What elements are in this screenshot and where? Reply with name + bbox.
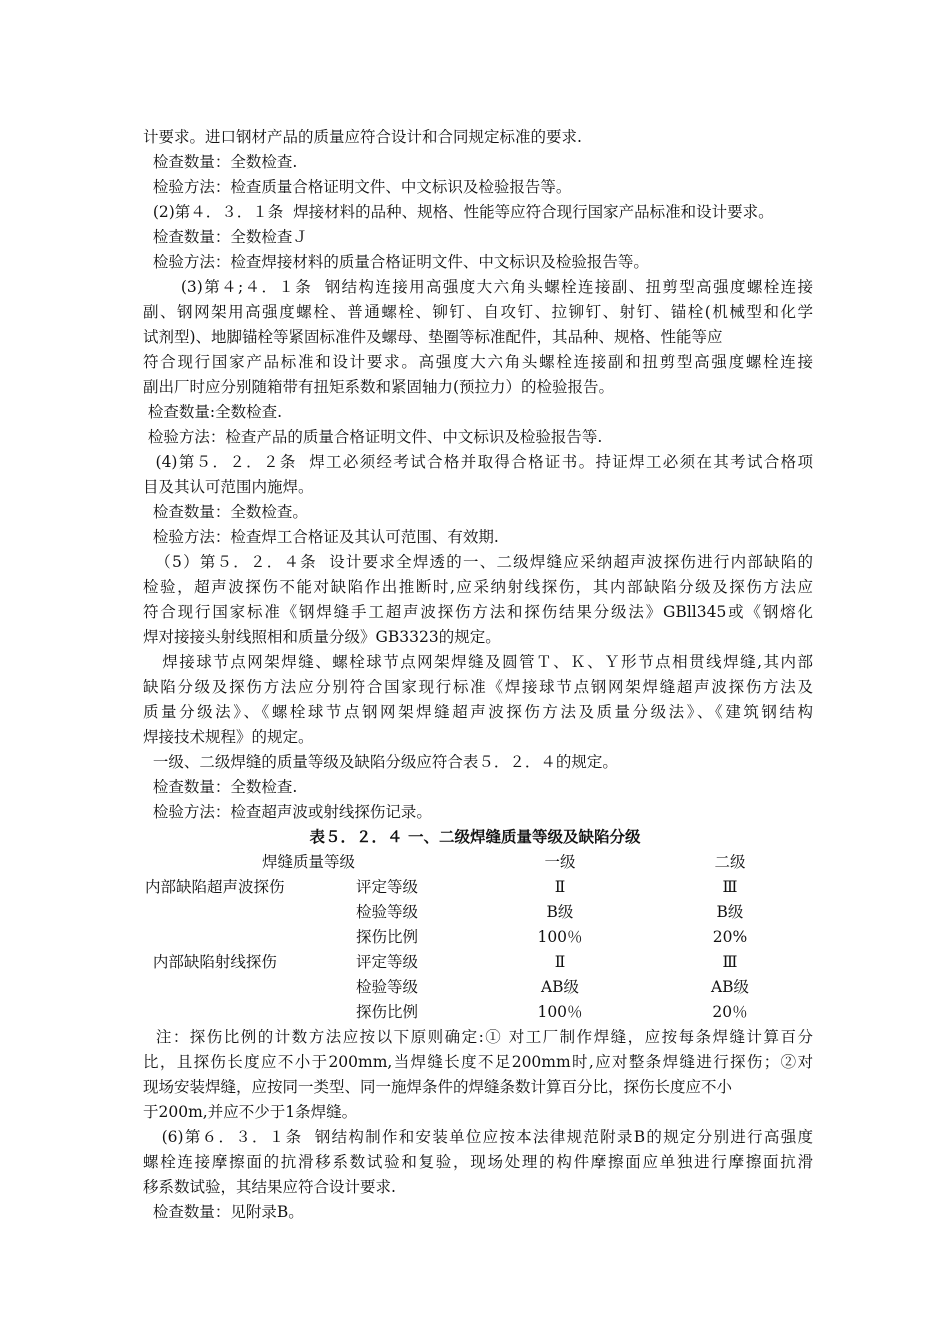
text-line: (3)第４;４．１条 钢结构连接用高强度大六角头螺栓连接副、扭剪型高强度螺栓连接 [143, 278, 813, 296]
table-row-sublabel: 探伤比例 [356, 1003, 419, 1021]
text-line: 缺陷分级及探伤方法应分别符合国家现行标准《焊接球节点钢网架焊缝超声波探伤方法及 [143, 678, 813, 696]
text-line: 副出厂时应分别随箱带有扭矩系数和紧固轴力(预拉力）的检验报告。 [143, 378, 615, 396]
text-line: 螺栓连接摩擦面的抗滑移系数试验和复验，现场处理的构件摩擦面应单独进行摩擦面抗滑 [143, 1153, 813, 1171]
text-line: 试剂型)、地脚锚栓等紧固标准件及螺母、垫圈等标准配件，其品种、规格、性能等应 [143, 328, 723, 346]
text-line: 检查数量：见附录B。 [143, 1203, 304, 1221]
table-cell: AB级 [710, 978, 750, 996]
text-line: 检验方法：检查超声波或射线探伤记录。 [143, 803, 432, 821]
text-line: (6)第６．３．１条 钢结构制作和安装单位应按本法律规范附录B的规定分别进行高强度 [143, 1128, 813, 1146]
table-cell: Ⅱ [554, 953, 566, 971]
table-header-level1: 一级 [544, 853, 576, 871]
text-line: 检查数量：全数检查. [143, 778, 298, 796]
table-cell: 100％ [537, 928, 583, 946]
text-line: 符合现行国家标准《钢焊缝手工超声波探伤方法和探伤结果分级法》GBll345或《钢熔化 [143, 603, 813, 621]
table-row-sublabel: 探伤比例 [356, 928, 419, 946]
table-row-sublabel: 检验等级 [356, 978, 419, 996]
text-line: 目及其认可范围内施焊。 [143, 478, 314, 496]
table-header-level2: 二级 [714, 853, 746, 871]
table-cell: 20％ [712, 1003, 748, 1021]
text-line: 符合现行国家产品标准和设计要求。高强度大六角头螺栓连接副和扭剪型高强度螺栓连接 [143, 353, 813, 371]
text-line: 计要求。进口钢材产品的质量应符合设计和合同规定标准的要求. [143, 128, 582, 146]
text-line: 焊对接接头射线照相和质量分级》GB3323的规定。 [143, 628, 501, 646]
note-line: 于200m,并应不少于1条焊缝。 [143, 1103, 358, 1121]
table-header-grade: 焊缝质量等级 [262, 853, 356, 871]
text-line: 检查数量：全数检查Ｊ [143, 228, 308, 246]
table-title: 表５．２．４ 一、二级焊缝质量等级及缺陷分级 [309, 827, 641, 846]
table-row-sublabel: 检验等级 [356, 903, 419, 921]
text-line: 移系数试验，其结果应符合设计要求. [143, 1178, 396, 1196]
text-line: 检验，超声波探伤不能对缺陷作出推断时,应采纳射线探伤，其内部缺陷分级及探伤方法应 [143, 578, 813, 596]
note-line: 注：探伤比例的计数方法应按以下原则确定:① 对工厂制作焊缝，应按每条焊缝计算百分 [143, 1028, 813, 1046]
text-line: 检验方法：检查质量合格证明文件、中文标识及检验报告等。 [143, 178, 572, 196]
table-row-sublabel: 评定等级 [356, 878, 419, 896]
text-line: (4)第５．２．２条 焊工必须经考试合格并取得合格证书。持证焊工必须在其考试合格项 [143, 453, 813, 471]
table-row-label: 内部缺陷超声波探伤 [145, 878, 285, 896]
table-cell: Ⅲ [722, 953, 738, 971]
text-line: 检查数量：全数检查。 [143, 503, 308, 521]
text-line: 检验方法：检查焊接材料的质量合格证明文件、中文标识及检验报告等。 [143, 253, 649, 271]
text-line: 一级、二级焊缝的质量等级及缺陷分级应符合表５．２．４的规定。 [143, 753, 618, 771]
table-row-label: 内部缺陷射线探伤 [148, 953, 277, 971]
note-line: 现场安装焊缝，应按同一类型、同一施焊条件的焊缝条数计算百分比，探伤长度应不小 [143, 1078, 733, 1096]
text-line: 检验方法：检查产品的质量合格证明文件、中文标识及检验报告等. [143, 428, 603, 446]
text-line: 检验方法：检查焊工合格证及其认可范围、有效期. [143, 528, 499, 546]
text-line: 质量分级法》、《螺栓球节点钢网架焊缝超声波探伤方法及质量分级法》、《建筑钢结构 [143, 703, 813, 721]
table-cell: AB级 [540, 978, 580, 996]
text-line: 焊接球节点网架焊缝、螺栓球节点网架焊缝及圆管Ｔ、Ｋ、Ｙ形节点相贯线焊缝,其内部 [143, 653, 813, 671]
text-line: （5）第５．２．４条 设计要求全焊透的一、二级焊缝应采纳超声波探伤进行内部缺陷的 [143, 553, 813, 571]
table-cell: B级 [716, 903, 744, 921]
table-cell: B级 [546, 903, 574, 921]
table-cell: Ⅲ [722, 878, 738, 896]
text-line: 焊接技术规程》的规定。 [143, 728, 314, 746]
table-cell: 100％ [537, 1003, 583, 1021]
text-line: 检查数量：全数检查. [143, 153, 298, 171]
table-cell: Ⅱ [554, 878, 566, 896]
text-line: 检查数量:全数检查. [143, 403, 283, 421]
note-line: 比，且探伤长度应不小于200mm,当焊缝长度不足200mm时,应对整条焊缝进行探伤；②对 [143, 1053, 813, 1071]
table-row-sublabel: 评定等级 [356, 953, 419, 971]
table-cell: 20% [712, 928, 748, 946]
text-line: 副、钢网架用高强度螺栓、普通螺栓、铆钉、自攻钉、拉铆钉、射钉、锚栓(机械型和化学 [143, 303, 813, 321]
text-line: (2)第４．３．１条 焊接材料的品种、规格、性能等应符合现行国家产品标准和设计要求。 [143, 203, 774, 221]
